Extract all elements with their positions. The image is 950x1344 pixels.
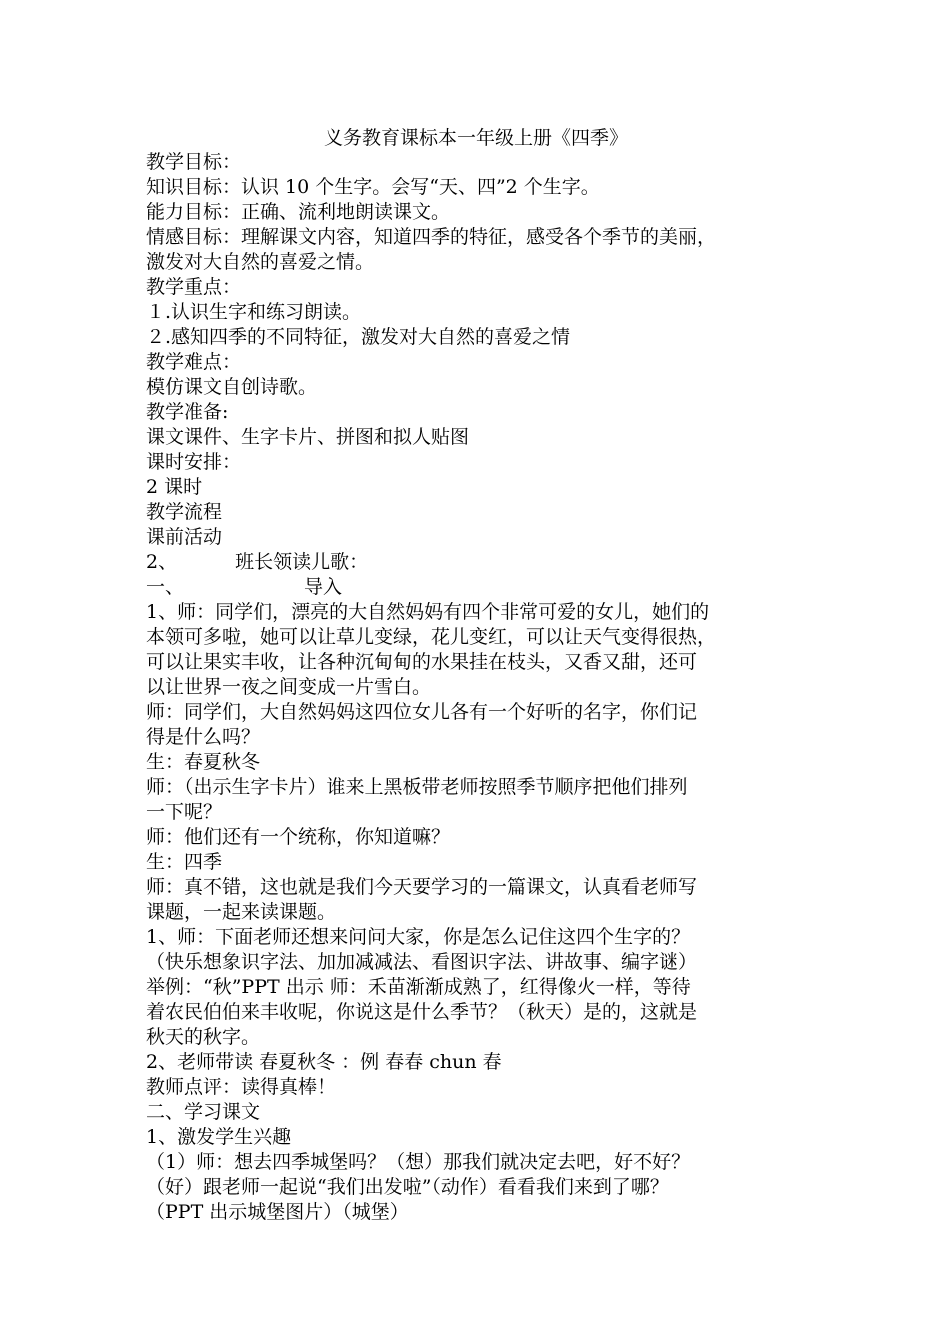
text-line: 师：同学们，大自然妈妈这四位女儿各有一个好听的名字，你们记 (146, 701, 698, 723)
text-line: 1、师：同学们，漂亮的大自然妈妈有四个非常可爱的女儿，她们的 (146, 601, 710, 623)
list-text: 导入 (304, 576, 343, 598)
text-line: 情感目标：理解课文内容，知道四季的特征，感受各个季节的美丽， (146, 226, 717, 248)
document-title: 义务教育课标本一年级上册《四季》 (323, 127, 628, 149)
text-line: 课时安排： (146, 451, 242, 473)
text-line: 1、师：下面老师还想来问问大家，你是怎么记住这四个生字的？ (146, 926, 691, 948)
text-line: 教学流程 (146, 501, 223, 523)
text-line: 2、老师带读 春夏秋冬 ：例 春春 chun 春 (146, 1051, 502, 1073)
text-line: 教学难点： (146, 351, 242, 373)
list-item-intro (146, 575, 816, 600)
text-line: （PPT 出示城堡图片）（城堡） (146, 1201, 409, 1223)
text-line: 师：真不错，这也就是我们今天要学习的一篇课文，认真看老师写 (146, 876, 698, 898)
list-marker: 2、 (146, 551, 178, 573)
text-line: （快乐想象识字法、加加减减法、看图识字法、讲故事、编字谜） (146, 951, 698, 973)
text-line: 师：他们还有一个统称，你知道嘛？ (146, 826, 451, 848)
text-line: 生：四季 (146, 851, 223, 873)
text-line: 1、激发学生兴趣 (146, 1126, 292, 1148)
text-line: 课题，一起来读课题。 (146, 901, 337, 923)
text-line: 一下呢？ (146, 801, 223, 823)
text-line: 得是什么吗？ (146, 726, 261, 748)
text-line: 师：（出示生字卡片）谁来上黑板带老师按照季节顺序把他们排列 (146, 776, 688, 798)
text-line: 生：春夏秋冬 (146, 751, 261, 773)
text-line: 模仿课文自创诗歌。 (146, 376, 318, 398)
text-line: 可以让果实丰收，让各种沉甸甸的水果挂在枝头，又香又甜，还可 (146, 651, 698, 673)
text-line: 教师点评：读得真棒！ (146, 1076, 337, 1098)
text-line: 举例：“秋”PPT 出示 师：禾苗渐渐成熟了，红得像火一样，等待 (146, 976, 691, 998)
text-line: 2 课时 (146, 476, 203, 498)
text-line: 教学准备: (146, 401, 229, 423)
text-line: 课前活动 (146, 526, 223, 548)
text-line: １.认识生字和练习朗读。 (146, 301, 362, 323)
list-item-leader-song (146, 550, 816, 575)
text-line: 秋天的秋字。 (146, 1026, 261, 1048)
text-line: ２.感知四季的不同特征，激发对大自然的喜爱之情 (146, 326, 571, 348)
text-line: 能力目标：正确、流利地朗读课文。 (146, 201, 451, 223)
list-text: 班长领读儿歌： (235, 551, 369, 573)
text-line: 以让世界一夜之间变成一片雪白。 (146, 676, 432, 698)
text-line: 课文课件、生字卡片、拼图和拟人贴图 (146, 426, 470, 448)
text-line: （好）跟老师一起说“我们出发啦”（动作）看看我们来到了哪？ (146, 1176, 669, 1198)
document-body (146, 150, 816, 1225)
list-marker: 一、 (146, 576, 185, 598)
text-line: 知识目标：认识 10 个生字。会写“天、四”2 个生字。 (146, 176, 600, 198)
text-line: 二、学习课文 (146, 1101, 261, 1123)
text-line: 激发对大自然的喜爱之情。 (146, 251, 375, 273)
text-line: 教学目标： (146, 151, 242, 173)
text-line: 本领可多啦，她可以让草儿变绿，花儿变红，可以让天气变得很热， (146, 626, 717, 648)
text-line: 教学重点： (146, 276, 242, 298)
text-line: （1）师：想去四季城堡吗？（想）那我们就决定去吧，好不好？ (146, 1151, 691, 1173)
text-line: 着农民伯伯来丰收呢，你说这是什么季节？（秋天）是的，这就是 (146, 1001, 698, 1023)
